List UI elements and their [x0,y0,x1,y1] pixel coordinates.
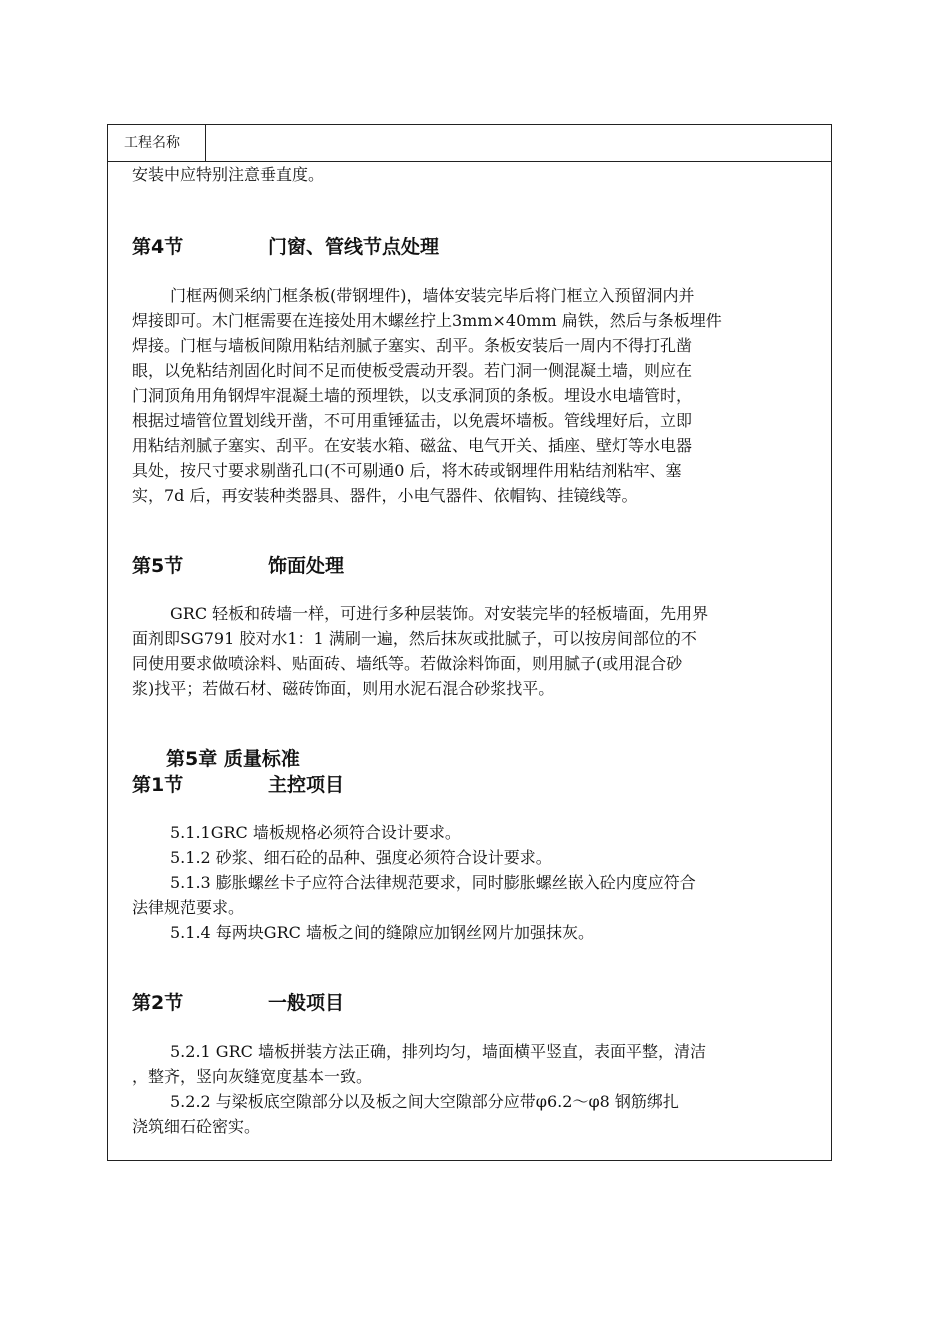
section4-line: 眼，以免粘结剂固化时间不足而使板受震动开裂。若门洞一侧混凝土墙，则应在 [132,361,693,380]
section4-line: 实，7d 后，再安装种类器具、器件，小电气器件、依帽钩、挂镜线等。 [132,486,638,505]
ch5-section2-line: 5.2.1 GRC 墙板拼装方法正确，排列均匀，墙面横平竖直，表面平整，清洁 [170,1042,706,1061]
ch5-section2-number: 第2节 [132,992,184,1014]
section4-line: 用粘结剂腻子塞实、刮平。在安装水箱、磁盆、电气开关、插座、壁灯等水电器 [132,436,693,455]
section4-line: 焊接即可。木门框需要在连接处用木螺丝拧上3mm×40mm 扁铁，然后与条板埋件 [132,311,722,330]
chapter5-title: 第5章 质量标准 [166,748,300,770]
ch5-section1-number: 第1节 [132,774,184,796]
ch5-section1-title: 主控项目 [268,774,345,796]
section4-line: 焊接。门框与墙板间隙用粘结剂腻子塞实、刮平。条板安装后一周内不得打孔凿 [132,336,693,355]
ch5-section1-line: 5.1.1GRC 墙板规格必须符合设计要求。 [170,823,461,842]
ch5-section2-title: 一般项目 [268,992,345,1014]
section4-line: 根据过墙管位置划线开凿，不可用重锤猛击，以免震坏墙板。管线埋好后，立即 [132,411,693,430]
section5-title: 饰面处理 [268,555,345,577]
ch5-section1-line: 5.1.3 膨胀螺丝卡子应符合法律规范要求，同时膨胀螺丝嵌入砼内度应符合 [170,873,696,892]
ch5-section1-line: 5.1.4 每两块GRC 墙板之间的缝隙应加钢丝网片加强抹灰。 [170,923,594,942]
intro-line: 安装中应特别注意垂直度。 [132,165,325,184]
section5-line: 同使用要求做喷涂料、贴面砖、墙纸等。若做涂料饰面，则用腻子(或用混合砂 [132,654,683,673]
header-row [108,125,831,162]
section5-number: 第5节 [132,555,184,577]
ch5-section2-line: 5.2.2 与梁板底空隙部分以及板之间大空隙部分应带φ6.2～φ8 钢筋绑扎 [170,1092,679,1111]
ch5-section2-line: 浇筑细石砼密实。 [132,1117,261,1136]
section4-line: 门洞顶角用角钢焊牢混凝土墙的预埋铁，以支承洞顶的条板。埋设水电墙管时， [132,386,693,405]
ch5-section2-line: ，整齐，竖向灰缝宽度基本一致。 [132,1067,373,1086]
section5-line: 面剂即SG791 胶对水1：1 满刷一遍，然后抹灰或批腻子，可以按房间部位的不 [132,629,697,648]
section5-line: 浆)找平；若做石材、磁砖饰面，则用水泥石混合砂浆找平。 [132,679,555,698]
project-name-value [206,125,831,161]
section4-title: 门窗、管线节点处理 [268,236,440,258]
section4-line: 具处，按尺寸要求剔凿孔口(不可剔通0 后，将木砖或钢埋件用粘结剂粘牢、塞 [132,461,682,480]
section5-line: GRC 轻板和砖墙一样，可进行多种层装饰。对安装完毕的轻板墙面，先用界 [170,604,709,623]
ch5-section1-line: 5.1.2 砂浆、细石砼的品种、强度必须符合设计要求。 [170,848,552,867]
section4-number: 第4节 [132,236,184,258]
section4-line: 门框两侧采纳门框条板(带钢埋件)，墙体安装完毕后将门框立入预留洞内并 [170,286,695,305]
ch5-section1-line: 法律规范要求。 [132,898,245,917]
project-name-label: 工程名称 [108,125,206,161]
